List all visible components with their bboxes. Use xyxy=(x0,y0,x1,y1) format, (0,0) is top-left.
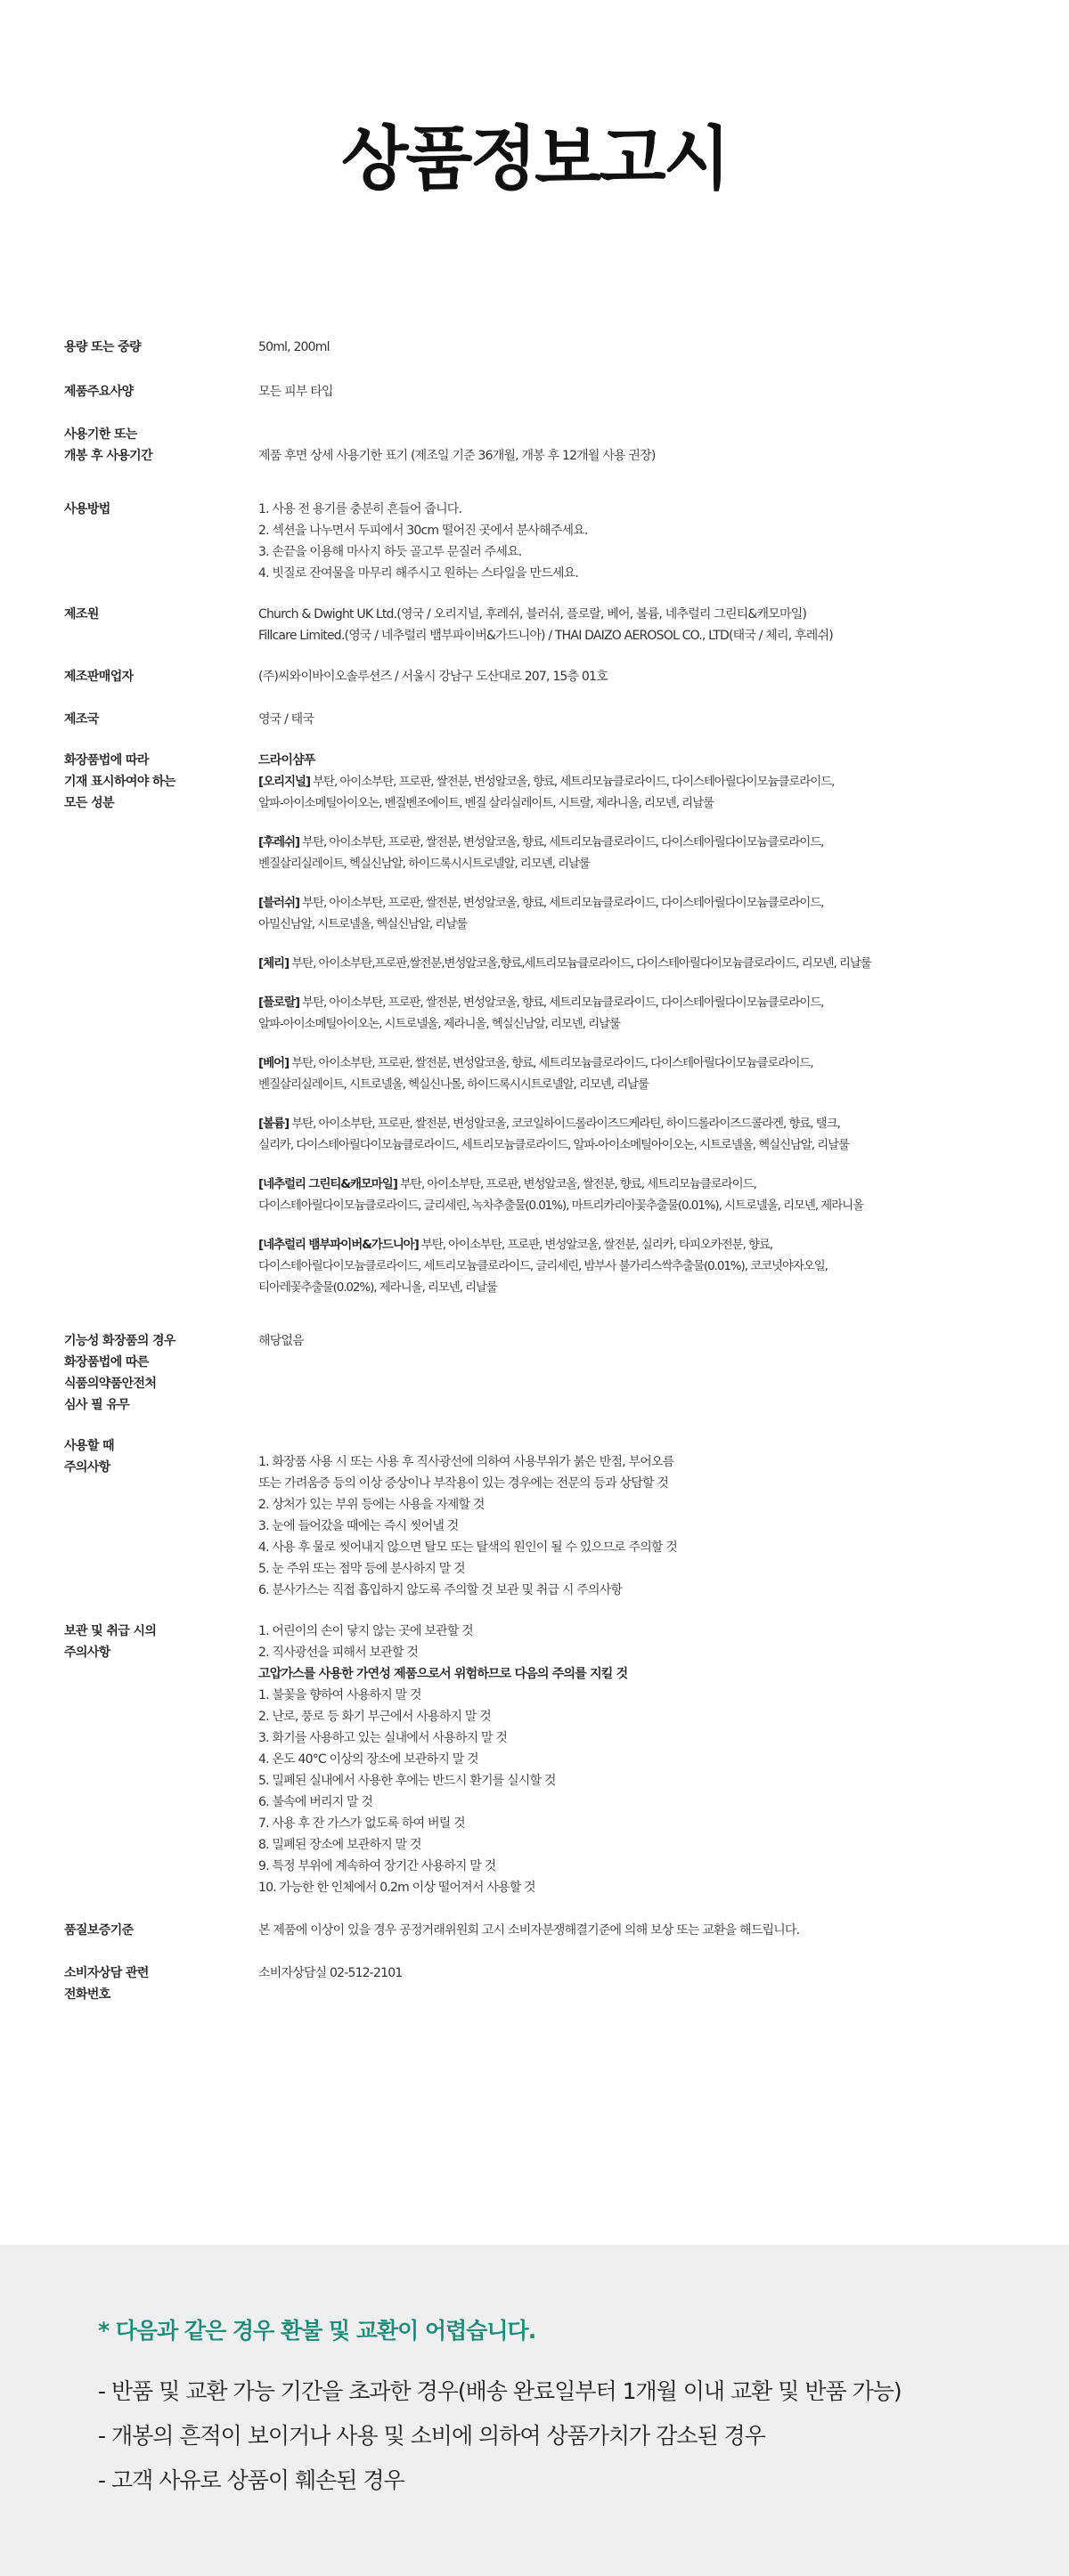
row-label xyxy=(64,337,258,358)
row-label-line: 기재 표시하여야 하는 xyxy=(64,775,175,789)
info-row-usage xyxy=(64,499,1008,584)
ingredient-line xyxy=(258,1234,1008,1255)
row-label-line: 사용기한 또는 xyxy=(64,427,137,442)
ingredient-line xyxy=(258,892,1008,914)
info-row-manufacturer xyxy=(64,604,1008,646)
info-row-volume xyxy=(64,337,1008,358)
row-value xyxy=(258,1962,1008,1984)
ingredient-text: 부탄, 아이소부탄, 프로판, 쌀전분, 변성알코올, 향료, 세트리모늄클로라이드, 다이스테아릴다이모늄클로라이드, xyxy=(289,1056,813,1070)
ingredient-text: 부탄, 아이소부탄, 프로판, 쌀전분, 변성알코올, 향료, 세트리모늄클로라이드, 다이스테아릴다이모늄클로라이드, xyxy=(309,775,835,789)
ingredient-line: 알파-아이소메틸아이오논, 시트로넬올, 제라니올, 헥실신남알, 리모넨, 리날룰 xyxy=(258,1017,620,1031)
info-row-country xyxy=(64,709,1008,730)
row-value-line: 4. 빗질로 잔여물을 마무리 해주시고 원하는 스타일을 만드세요. xyxy=(258,566,579,581)
ingredient-text: 부탄, 아이소부탄, 프로판, 변성알코올, 쌀전분, 향료, 세트리모늄클로라이드, xyxy=(396,1177,756,1191)
ingredient-line: 벤질살리실레이트, 시트로넬올, 헥실신나몰, 하이드록시시트로넬알, 리모넨, 리날룰 xyxy=(258,1077,649,1092)
row-label xyxy=(64,709,258,730)
ingredient-variant-name: [체리] xyxy=(258,956,290,971)
info-row-contact xyxy=(64,1962,1008,2005)
row-value-line: 제품 후면 상세 사용기한 표기 (제조일 기준 36개월, 개봉 후 12개월 사용 권장) xyxy=(258,449,656,463)
info-row-functional xyxy=(64,1330,1008,1416)
row-label xyxy=(64,1920,258,1941)
ingredient-line: 실리카, 다이스테아릴다이모늄클로라이드, 세트리모늄클로라이드, 알파-아이소메틸아이오논, 시트로넬올, 헥실신남알, 리날룰 xyxy=(258,1138,849,1152)
row-value-line: 9. 특정 부위에 계속하여 장기간 사용하지 말 것 xyxy=(258,1859,496,1873)
row-label-line: 주의사항 xyxy=(64,1460,110,1475)
ingredient-group xyxy=(258,832,1008,874)
row-value xyxy=(258,604,1008,646)
row-value-line: 7. 사용 후 잔 가스가 없도록 하여 버릴 것 xyxy=(258,1816,465,1831)
ingredient-variant-name: [베어] xyxy=(258,1056,290,1070)
row-label-line: 용량 또는 중량 xyxy=(64,340,142,354)
ingredient-variant-name: [네추럴리 그린티&캐모마일] xyxy=(258,1177,397,1191)
row-value-line: 8. 밀폐된 장소에 보관하지 말 것 xyxy=(258,1838,421,1852)
row-label xyxy=(64,750,258,814)
row-value-line: 1. 화장품 사용 시 또는 사용 후 직사광선에 의하여 사용부위가 붉은 반점, 부어오름 xyxy=(258,1455,674,1469)
product-type: 드라이샴푸 xyxy=(258,753,315,768)
row-value-line: 2. 상처가 있는 부위 등에는 사용을 자제할 것 xyxy=(258,1498,485,1512)
row-value-line: 1. 사용 전 용기를 충분히 흔들어 줍니다. xyxy=(258,502,462,516)
row-value-line: (주)씨와이바이오솔루션즈 / 서울시 강남구 도산대로 207, 15층 01호 xyxy=(258,670,608,684)
ingredient-line: 티아레꽃추출물(0.02%), 제라니올, 리모넨, 리날룰 xyxy=(258,1280,497,1295)
ingredient-text: 부탄, 아이소부탄, 프로판, 쌀전분, 변성알코올, 코코일하이드롤라이즈드케라틴, 하이드롤라이즈드콜라겐, 향료, 탤크, xyxy=(289,1117,840,1131)
ingredient-group xyxy=(258,771,1008,814)
ingredient-line: 다이스테아릴다이모늄클로라이드, 글리세린, 녹차추출물(0.01%), 마트리카리아꽃추출물(0.01%), 시트로넬올, 리모넨, 제라니올 xyxy=(258,1199,864,1213)
row-value-line: 6. 불속에 버리지 말 것 xyxy=(258,1795,373,1809)
ingredient-variant-name: [네추럴리 뱀부파이버&가드니아] xyxy=(258,1238,419,1252)
row-label xyxy=(64,1962,258,2005)
ingredient-line xyxy=(258,771,1008,792)
row-value xyxy=(258,1621,1008,1898)
row-label-line: 심사 필 유무 xyxy=(64,1398,130,1412)
row-value-line: Fillcare Limited.(영국 / 네추럴리 뱀부파이버&가드니아) / THAI DAIZO AEROSOL CO., LTD(태국 / 체리, 후레쉬) xyxy=(258,629,833,643)
row-label-line: 주의사항 xyxy=(64,1646,110,1660)
ingredient-line xyxy=(258,953,1008,974)
ingredient-text: 부탄, 아이소부탄,프로판,쌀전분,변성알코올,향료,세트리모늄클로라이드, 다이스테아릴다이모늄클로라이드, 리모넨, 리날룰 xyxy=(289,956,871,971)
row-label xyxy=(64,604,258,625)
row-value-line: 5. 눈 주위 또는 점막 등에 분사하지 말 것 xyxy=(258,1562,465,1576)
ingredient-line xyxy=(258,992,1008,1013)
row-value xyxy=(258,424,1008,467)
info-row-spec xyxy=(64,381,1008,402)
row-value xyxy=(258,1920,1008,1941)
row-label-line: 화장품법에 따른 xyxy=(64,1355,149,1369)
ingredient-line xyxy=(258,1174,1008,1195)
row-value-line: 50ml, 200ml xyxy=(258,340,330,354)
row-value-line: 3. 손끝을 이용해 마사지 하듯 골고루 문질러 주세요. xyxy=(258,545,522,559)
row-label-line: 기능성 화장품의 경우 xyxy=(64,1334,175,1348)
row-value xyxy=(258,381,1008,402)
row-value-line: 2. 섹션을 나누면서 두피에서 30cm 떨어진 곳에서 분사해주세요. xyxy=(258,524,588,538)
row-value-line: 또는 가려움증 등의 이상 증상이나 부작용이 있는 경우에는 전문의 등과 상담할 것 xyxy=(258,1476,669,1491)
row-label xyxy=(64,1435,258,1478)
ingredient-line xyxy=(258,1052,1008,1074)
info-row-quality xyxy=(64,1920,1008,1941)
row-value xyxy=(258,709,1008,730)
row-value-line: 1. 불꽃을 향하여 사용하지 말 것 xyxy=(258,1688,421,1702)
info-row-usage-cautions xyxy=(64,1435,1008,1601)
row-value-line: 4. 사용 후 물로 씻어내지 않으면 탈모 또는 탈색의 원인이 될 수 있으므로 주의할 것 xyxy=(258,1540,678,1555)
ingredients-list xyxy=(258,750,1008,1298)
ingredient-line: 벤질살리실레이트, 헥실신남알, 하이드록시시트로넬알, 리모넨, 리날룰 xyxy=(258,857,590,871)
row-value-line: 2. 난로, 풍로 등 화기 부근에서 사용하지 말 것 xyxy=(258,1710,491,1724)
row-label-line: 품질보증기준 xyxy=(64,1923,134,1938)
row-label xyxy=(64,1621,258,1663)
row-value xyxy=(258,337,1008,358)
ingredient-variant-name: [플로랄] xyxy=(258,995,299,1010)
row-value-line: 본 제품에 이상이 있을 경우 공정거래위원회 고시 소비자분쟁해결기준에 의해 보상 또는 교환을 해드립니다. xyxy=(258,1923,800,1938)
ingredient-group xyxy=(258,953,1008,974)
info-row-storage-cautions xyxy=(64,1621,1008,1898)
row-label-line: 제품주요사양 xyxy=(64,385,134,399)
row-value-line: 3. 눈에 들어갔을 때에는 즉시 씻어낼 것 xyxy=(258,1519,459,1533)
row-value-line: 해당없음 xyxy=(258,1334,304,1348)
ingredient-text: 부탄, 아이소부탄, 프로판, 쌀전분, 변성알코올, 향료, 세트리모늄클로라이드, 다이스테아릴다이모늄클로라이드, xyxy=(298,995,824,1010)
ingredient-group xyxy=(258,1052,1008,1095)
row-label-line: 보관 및 취급 시의 xyxy=(64,1624,157,1638)
row-label-line: 사용할 때 xyxy=(64,1439,114,1453)
row-value-line: 소비자상담실 02-512-2101 xyxy=(258,1966,403,1980)
product-info-table xyxy=(64,337,1008,2005)
row-value-line: 5. 밀폐된 실내에서 사용한 후에는 반드시 환기를 실시할 것 xyxy=(258,1774,556,1788)
notice-item: - 반품 및 교환 가능 기간을 초과한 경우(배송 완료일부터 1개월 이내 교환 및 반품 가능) xyxy=(98,2378,902,2404)
notice-item: - 개봉의 흔적이 보이거나 사용 및 소비에 의하여 상품가치가 감소된 경우 xyxy=(98,2423,765,2449)
row-label-line: 개봉 후 사용기간 xyxy=(64,449,153,463)
row-value xyxy=(258,1435,1008,1601)
row-value-line: 10. 가능한 한 인체에서 0.2m 이상 떨어져서 사용할 것 xyxy=(258,1881,535,1895)
info-row-expiry xyxy=(64,424,1008,467)
row-label-line: 제조원 xyxy=(64,607,99,622)
ingredient-text: 부탄, 아이소부탄, 프로판, 변성알코올, 쌀전분, 실리카, 타피오카전분, 향료, xyxy=(418,1238,773,1252)
ingredient-line: 아밀신남알, 시트로넬올, 헥실신남알, 리날룰 xyxy=(258,917,468,931)
warning-text: 고압가스를 사용한 가연성 제품으로서 위험하므로 다음의 주의를 지킬 것 xyxy=(258,1667,628,1681)
row-label-line: 제조국 xyxy=(64,712,99,727)
ingredient-variant-name: [블러쉬] xyxy=(258,896,299,910)
ingredient-variant-name: [볼륨] xyxy=(258,1117,290,1131)
row-value xyxy=(258,499,1008,584)
row-value xyxy=(258,1330,1008,1352)
ingredient-group xyxy=(258,1113,1008,1156)
row-label xyxy=(64,1330,258,1416)
ingredient-variant-name: [후레쉬] xyxy=(258,835,299,849)
row-label xyxy=(64,499,258,520)
row-value-line: 모든 피부 타입 xyxy=(258,385,333,399)
row-label-line: 제조판매업자 xyxy=(64,670,134,684)
row-label-line: 전화번호 xyxy=(64,1987,110,2002)
row-label xyxy=(64,424,258,467)
ingredient-group xyxy=(258,1174,1008,1216)
ingredient-text: 부탄, 아이소부탄, 프로판, 쌀전분, 변성알코올, 향료, 세트리모늄클로라이드, 다이스테아릴다이모늄클로라이드, xyxy=(298,896,824,910)
ingredient-line: 알파-아이소메틸아이오논, 벤질벤조에이트, 벤질 살리실레이트, 시트랄, 제라니올, 리모넨, 리날룰 xyxy=(258,796,714,810)
info-row-seller xyxy=(64,666,1008,687)
row-label-line: 사용방법 xyxy=(64,502,110,516)
ingredient-line: 다이스테아릴다이모늄클로라이드, 세트리모늄클로라이드, 글리세린, 밤부사 불가리스싹추출물(0.01%), 코코넛야자오일, xyxy=(258,1259,828,1273)
row-value-line: 2. 직사광선을 피해서 보관할 것 xyxy=(258,1646,419,1660)
notice-item: - 고객 사유로 상품이 훼손된 경우 xyxy=(98,2467,404,2493)
row-label-line: 모든 성분 xyxy=(64,796,114,810)
row-label-line: 식품의약품안전처 xyxy=(64,1377,157,1391)
ingredient-line xyxy=(258,1113,1008,1134)
row-value-line: 4. 온도 40°C 이상의 장소에 보관하지 말 것 xyxy=(258,1752,478,1767)
ingredient-line xyxy=(258,832,1008,853)
row-label-line: 화장품법에 따라 xyxy=(64,753,149,768)
ingredient-group xyxy=(258,992,1008,1035)
notice-list xyxy=(98,2369,902,2503)
ingredient-variant-name: [오리지널] xyxy=(258,775,310,789)
row-value-line: 3. 화기를 사용하고 있는 실내에서 사용하지 말 것 xyxy=(258,1731,508,1745)
ingredient-group xyxy=(258,892,1008,935)
page-title: 상품정보고시 xyxy=(340,119,729,199)
ingredient-group xyxy=(258,1234,1008,1298)
row-label xyxy=(64,381,258,402)
info-row-ingredients xyxy=(64,750,1008,1298)
row-value-line: 영국 / 태국 xyxy=(258,712,314,727)
row-label-line: 소비자상담 관련 xyxy=(64,1966,149,1980)
ingredient-text: 부탄, 아이소부탄, 프로판, 쌀전분, 변성알코올, 향료, 세트리모늄클로라이드, 다이스테아릴다이모늄클로라이드, xyxy=(298,835,824,849)
notice-title: * 다음과 같은 경우 환불 및 교환이 어렵습니다. xyxy=(98,2318,536,2344)
row-value xyxy=(258,666,1008,687)
row-value-line: 1. 어린이의 손이 닿지 않는 곳에 보관할 것 xyxy=(258,1624,473,1638)
row-value-line: 6. 분사가스는 직접 흡입하지 않도록 주의할 것 보관 및 취급 시 주의사항 xyxy=(258,1583,623,1597)
refund-notice-section xyxy=(0,2245,1069,2576)
row-value-line: Church & Dwight UK Ltd.(영국 / 오리지널, 후레쉬, 블러쉬, 플로랄, 베어, 볼륨, 네추럴리 그린티&캐모마일) xyxy=(258,607,807,622)
row-label xyxy=(64,666,258,687)
